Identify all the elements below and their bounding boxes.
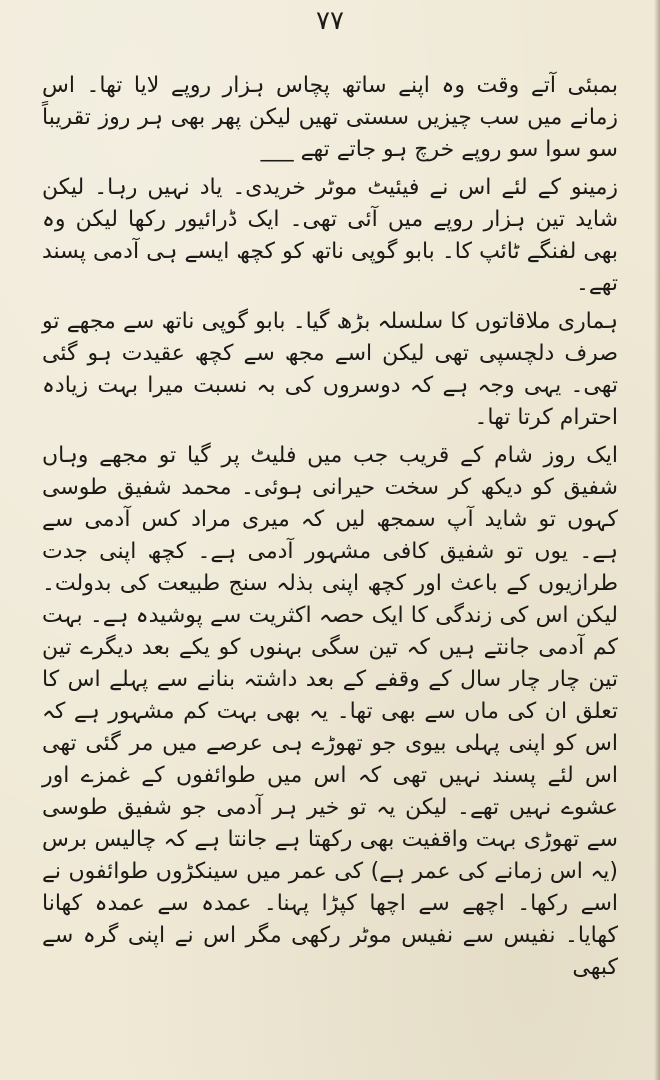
paragraph-2: زمینو کے لئے اس نے فیئیٹ موٹر خریدی۔ یاد نہیں رہا۔ لیکن شاید تین ہزار روپے میں آئی تھی۔ ایک ڈرائیور رکھا لیکن وہ بھی لفنگے ٹائپ کا۔ بابو گوپی ناتھ کو کچھ ایسے ہی آدمی پسند تھے۔ <box>42 175 618 296</box>
paragraph-1: بمبئی آتے وقت وہ اپنے ساتھ پچاس ہزار روپے لایا تھا۔ اس زمانے میں سب چیزیں سستی تھیں لیکن پھر بھی ہر روز تقریباً سو سوا سو روپے خرچ ہو جاتے تھے ___ <box>42 73 618 162</box>
paragraph-3: ہماری ملاقاتوں کا سلسلہ بڑھ گیا۔ بابو گوپی ناتھ سے مجھے تو صرف دلچسپی تھی لیکن اسے مجھ سے کچھ عقیدت ہو گئی تھی۔ یہی وجہ ہے کہ دوسروں کی بہ نسبت میرا بہت زیادہ احترام کرتا تھا۔ <box>42 309 618 430</box>
page-number: ۷۷ <box>316 6 344 36</box>
paragraph-4: ایک روز شام کے قریب جب میں فلیٹ پر گیا تو مجھے وہاں شفیق کو دیکھ کر سخت حیرانی ہوئی۔ محمد شفیق طوسی کہوں تو شاید آپ سمجھ لیں کہ میری مراد کس آدمی سے ہے۔ یوں تو شفیق کافی مشہور آدمی ہے۔ کچھ اپنی جدت طرازیوں کے باعث اور کچھ اپنی بذلہ سنج طبیعت کی بدولت۔ لیکن اس کی زندگی کا ایک حصہ اکثریت سے پوشیدہ ہے۔ بہت کم آدمی جانتے ہیں کہ تین سگی بہنوں کو یکے بعد دیگرے تین تین چار چار سال کے وقفے کے بعد داشتہ بنانے سے پہلے اس کا تعلق ان کی ماں سے بھی تھا۔ یہ بھی بہت کم مشہور ہے کہ اس کو اپنی پہلی بیوی جو تھوڑے ہی عرصے میں مر گئی تھی اس لئے پسند نہیں تھی کہ اس میں طوائفوں کے غمزے اور عشوے نہیں تھے۔ لیکن یہ تو خیر ہر آدمی جو شفیق طوسی سے تھوڑی بہت واقفیت بھی رکھتا ہے جانتا ہے کہ چالیس برس (یہ اس زمانے کی عمر ہے) کی عمر میں سینکڑوں طوائفوں نے اسے رکھا۔ اچھے سے اچھا کپڑا پہنا۔ عمدہ سے عمدہ کھانا کھایا۔ نفیس سے نفیس موٹر رکھی مگر اس نے اپنی گرہ سے کبھی <box>42 443 618 980</box>
body-text <box>42 70 618 990</box>
page-edge-shadow <box>654 0 660 1080</box>
